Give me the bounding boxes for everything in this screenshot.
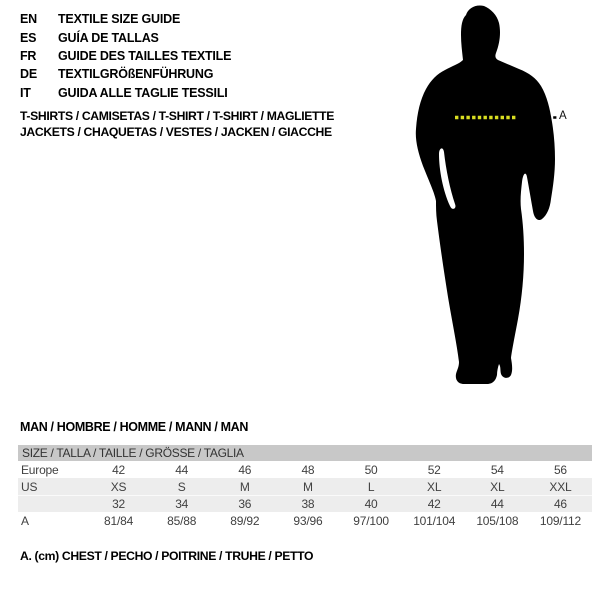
table-cell: M [239, 479, 250, 494]
table-header: SIZE / TALLA / TAILLE / GRÖSSE / TAGLIA [18, 445, 592, 461]
row-label: US [21, 479, 38, 494]
table-cell: 34 [175, 496, 189, 511]
measurement-legend: A. (cm) CHEST / PECHO / POITRINE / TRUHE / PETTO [20, 549, 314, 563]
table-cell: 56 [553, 462, 567, 477]
measurement-a-label: A [559, 110, 567, 122]
category-tshirts: T-SHIRTS / CAMISETAS / T-SHIRT / T-SHIRT / MAGLIETTE [20, 109, 335, 123]
table-cell: 44 [490, 496, 504, 511]
table-cell: 105/108 [476, 513, 519, 528]
table-cell: 40 [364, 496, 378, 511]
table-cell: 109/112 [539, 513, 581, 528]
language-label: TEXTILE SIZE GUIDE [58, 12, 181, 27]
table-row-chest-a [18, 512, 592, 529]
table-cell: L [367, 479, 375, 494]
table-cell: 38 [301, 496, 315, 511]
table-cell: 101/104 [413, 513, 456, 528]
table-cell: 32 [112, 496, 126, 511]
language-code: FR [20, 48, 37, 63]
table-row-us-numeric [18, 495, 592, 512]
language-label: GUIDE DES TAILLES TEXTILE [58, 48, 232, 63]
table-row-europe [18, 461, 592, 478]
table-cell: 46 [553, 496, 567, 511]
table-cell: 93/96 [293, 513, 323, 528]
table-cell: 97/100 [353, 513, 389, 528]
table-row-us [18, 478, 592, 495]
section-title-man: MAN / HOMBRE / HOMME / MANN / MAN [20, 420, 249, 434]
table-cell: S [177, 479, 186, 494]
table-cell: XS [110, 479, 127, 494]
language-code: IT [20, 85, 31, 100]
language-label: GUÍA DE TALLAS [58, 30, 159, 45]
language-code: ES [20, 30, 37, 45]
category-jackets: JACKETS / CHAQUETAS / VESTES / JACKEN / GIACCHE [20, 124, 332, 139]
table-cell: 52 [427, 462, 441, 477]
language-code: EN [20, 12, 37, 27]
table-cell: 48 [301, 462, 315, 477]
table-cell: 44 [175, 462, 189, 477]
row-label: A [21, 513, 29, 528]
table-cell: 89/92 [230, 513, 260, 528]
table-cell: 85/88 [167, 513, 197, 528]
table-cell: 42 [112, 462, 126, 477]
table-cell: 46 [238, 462, 252, 477]
table-cell: M [303, 479, 313, 494]
row-label: Europe [21, 462, 59, 477]
language-label: TEXTILGRÖßENFÜHRUNG [58, 67, 214, 82]
language-code: DE [20, 67, 37, 82]
language-label: GUIDA ALLE TAGLIE TESSILI [58, 85, 228, 100]
table-cell: 36 [238, 496, 252, 511]
table-cell: 81/84 [104, 513, 134, 528]
size-table [18, 445, 592, 529]
table-cell: 54 [490, 462, 504, 477]
table-cell: 42 [427, 496, 441, 511]
table-cell: XXL [549, 479, 572, 494]
table-cell: 50 [364, 462, 378, 477]
table-cell: XL [490, 479, 505, 494]
table-cell: XL [427, 479, 442, 494]
